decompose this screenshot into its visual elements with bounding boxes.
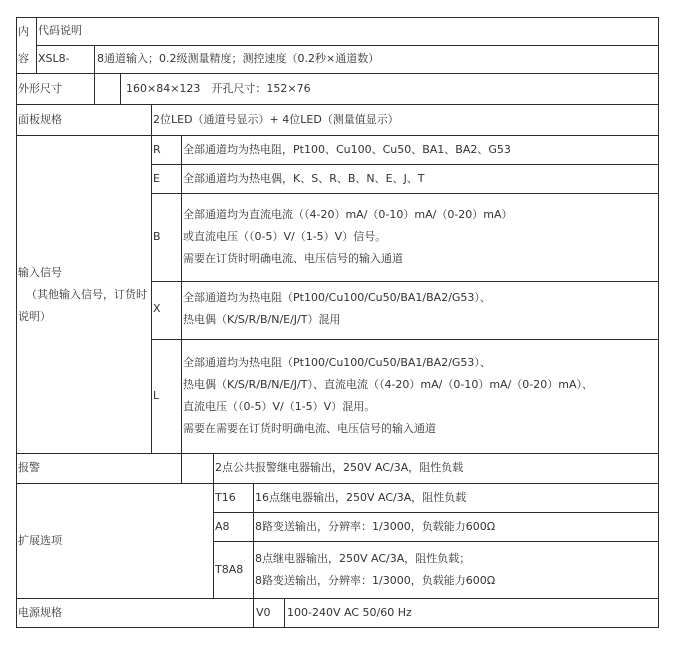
expansion-code-t16: T16 bbox=[215, 491, 236, 504]
expansion-desc-t16: 16点继电器输出，250V AC/3A，阻性负载 bbox=[255, 491, 467, 504]
model-code: XSL8- bbox=[38, 52, 70, 65]
expansion-code-a8: A8 bbox=[215, 520, 230, 533]
power-value: 100-240V AC 50/60 Hz bbox=[287, 606, 412, 619]
expansion-label: 扩展选项 bbox=[18, 534, 62, 547]
alarm-label: 报警 bbox=[18, 461, 40, 474]
input-desc-l: 全部通道均为热电阻（Pt100/Cu100/Cu50/BA1/BA2/G53）、 热电偶（K/S/R/B/N/E/J/T）、直流电流（（4-20）mA/（0-10）mA/（0-20）mA）、 直流电压（（0-5）V/（1-5）V）混用。 需要在需要在订货时明确电流、电压信号的输入通道 bbox=[183, 356, 593, 435]
input-signal-note-end: 说明） bbox=[18, 310, 51, 323]
content-label-top: 内 bbox=[18, 25, 29, 38]
expansion-desc-t8a8: 8点继电器输出，250V AC/3A，阻性负载； 8路变送输出，分辨率：1/3000，负载能力600Ω bbox=[255, 552, 496, 587]
input-code-x: X bbox=[153, 302, 161, 315]
panel-label: 面板规格 bbox=[18, 113, 62, 126]
input-code-b: B bbox=[153, 230, 161, 243]
dimensions-label: 外形尺寸 bbox=[18, 82, 62, 95]
power-label: 电源规格 bbox=[18, 606, 62, 619]
input-code-l: L bbox=[153, 389, 160, 402]
panel-value: 2位LED（通道号显示）+ 4位LED（测量值显示） bbox=[153, 113, 399, 126]
alarm-value: 2点公共报警继电器输出，250V AC/3A，阻性负载 bbox=[215, 461, 464, 474]
code-description-header: 代码说明 bbox=[38, 24, 82, 37]
input-desc-x: 全部通道均为热电阻（Pt100/Cu100/Cu50/BA1/BA2/G53）、 热电偶（K/S/R/B/N/E/J/T）混用 bbox=[183, 291, 491, 326]
input-code-r: R bbox=[153, 143, 161, 156]
content-label-bottom: 容 bbox=[18, 52, 29, 65]
input-desc-b: 全部通道均为直流电流（（4-20）mA/（0-10）mA/（0-20）mA） 或直流电压（（0-5）V/（1-5）V）信号。 需要在订货时明确电流、电压信号的输入通道 bbox=[183, 208, 513, 265]
dimensions-value: 160×84×123 开孔尺寸：152×76 bbox=[126, 82, 311, 95]
input-desc-r: 全部通道均为热电阻，Pt100、Cu100、Cu50、BA1、BA2、G53 bbox=[183, 143, 511, 156]
model-description: 8通道输入；0.2级测量精度；测控速度（0.2秒×通道数） bbox=[97, 52, 380, 65]
input-signal-note: （其他输入信号，订货时 bbox=[26, 288, 147, 301]
expansion-code-t8a8: T8A8 bbox=[215, 563, 244, 576]
input-desc-e: 全部通道均为热电偶，K、S、R、B、N、E、J、T bbox=[183, 172, 425, 185]
input-signal-label: 输入信号 bbox=[18, 266, 62, 279]
power-code: V0 bbox=[256, 606, 271, 619]
expansion-desc-a8: 8路变送输出，分辨率：1/3000，负载能力600Ω bbox=[255, 520, 496, 533]
input-code-e: E bbox=[153, 172, 160, 185]
